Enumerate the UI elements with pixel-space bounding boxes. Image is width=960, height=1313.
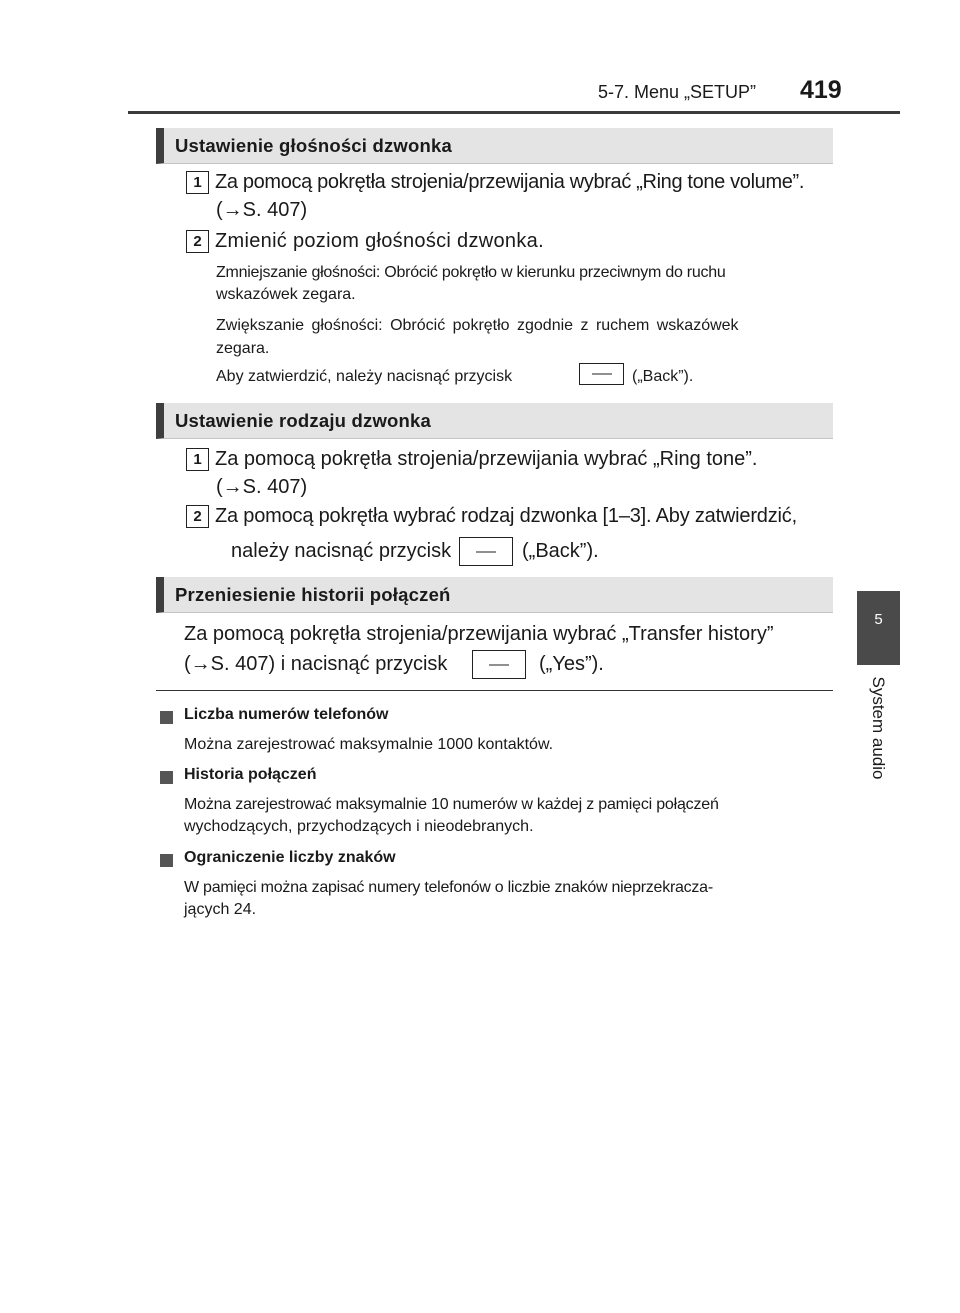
note-title: Liczba numerów telefonów bbox=[184, 706, 389, 723]
section-text: (→S. 407) i nacisnąć przycisk bbox=[184, 653, 448, 675]
step-text: należy nacisnąć przycisk bbox=[231, 540, 452, 562]
page-reference: (→S. 407) bbox=[216, 199, 308, 221]
step-text: Za pomocą pokrętła strojenia/przewijania wybrać „Ring tone”. bbox=[215, 448, 758, 470]
step-text: Za pomocą pokrętła strojenia/przewijania wybrać „Ring tone volume”. bbox=[215, 171, 805, 193]
note-text: jących 24. bbox=[184, 901, 257, 918]
step-text: Zmienić poziom głośności dzwonka. bbox=[215, 230, 544, 252]
step-number: 1 bbox=[186, 448, 209, 471]
header-rule bbox=[128, 111, 900, 114]
detail-text: wskazówek zegara. bbox=[216, 286, 356, 303]
detail-text: Zwiększanie głośności: Obrócić pokrętło zgodnie z ruchem wskazówek bbox=[216, 317, 739, 334]
chapter-tab-label: System audio bbox=[869, 676, 888, 780]
note-title: Historia połączeń bbox=[184, 766, 317, 783]
section-title: Ustawienie rodzaju dzwonka bbox=[175, 410, 432, 431]
page-reference: (→S. 407) bbox=[216, 476, 308, 498]
step-text: („Back”). bbox=[522, 540, 599, 562]
detail-text: Zmniejszanie głośności: Obrócić pokrętło w kierunku przeciwnym do ruchu bbox=[216, 264, 726, 281]
step-number: 1 bbox=[186, 171, 209, 194]
note-bullet bbox=[160, 771, 173, 784]
detail-text: zegara. bbox=[216, 340, 270, 357]
back-button-icon bbox=[579, 363, 624, 385]
section-heading-ringtone-type bbox=[156, 403, 833, 439]
note-bullet bbox=[160, 854, 173, 867]
detail-text: Aby zatwierdzić, należy nacisnąć przycisk bbox=[216, 368, 513, 385]
section-heading-transfer-history bbox=[156, 577, 833, 613]
section-text: Za pomocą pokrętła strojenia/przewijania wybrać „Transfer history” bbox=[184, 623, 774, 645]
section-title: Przeniesienie historii połączeń bbox=[175, 584, 451, 605]
note-text: W pamięci można zapisać numery telefonów o liczbie znaków nieprzekracza- bbox=[184, 879, 713, 896]
note-title: Ograniczenie liczby znaków bbox=[184, 849, 396, 866]
note-text: Można zarejestrować maksymalnie 10 numerów w każdej z pamięci połączeń bbox=[184, 796, 719, 813]
section-text: („Yes”). bbox=[539, 653, 604, 675]
section-title: Ustawienie głośności dzwonka bbox=[175, 135, 452, 156]
detail-text: („Back”). bbox=[632, 368, 694, 385]
note-bullet bbox=[160, 711, 173, 724]
page-number: 419 bbox=[800, 76, 842, 104]
chapter-tab-number: 5 bbox=[874, 611, 883, 628]
chapter-title: 5-7. Menu „SETUP” bbox=[598, 82, 757, 102]
yes-button-icon bbox=[472, 650, 526, 679]
note-text: Można zarejestrować maksymalnie 1000 kontaktów. bbox=[184, 736, 554, 753]
step-number: 2 bbox=[186, 505, 209, 528]
note-text: wychodzących, przychodzących i nieodebranych. bbox=[184, 818, 534, 835]
section-heading-ringtone-volume bbox=[156, 128, 833, 164]
step-number: 2 bbox=[186, 230, 209, 253]
chapter-tab bbox=[857, 591, 900, 665]
notes-divider bbox=[156, 690, 833, 691]
step-text: Za pomocą pokrętła wybrać rodzaj dzwonka [1–3]. Aby zatwierdzić, bbox=[215, 505, 797, 527]
back-button-icon bbox=[459, 537, 513, 566]
